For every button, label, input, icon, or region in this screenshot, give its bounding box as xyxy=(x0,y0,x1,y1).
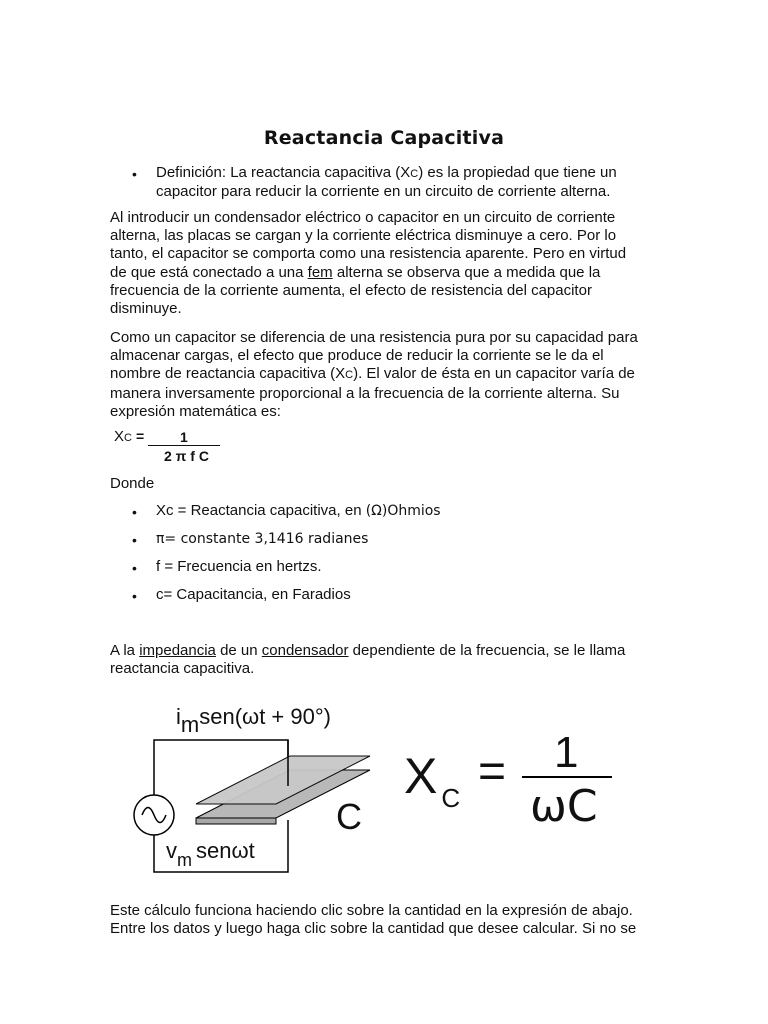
capacitor-diagram xyxy=(120,700,640,880)
bullet-dot: • xyxy=(132,166,137,182)
definition-sub: C xyxy=(410,168,419,180)
fem-link[interactable]: fem xyxy=(307,263,333,281)
def-item-xc-text: Xc = Reactancia capacitiva, en xyxy=(156,502,366,519)
current-sub: m xyxy=(180,712,200,737)
bullet-dot: • xyxy=(132,560,137,576)
p2-line1: Como un capacitor se diferencia de una resistencia pura por su capacidad para xyxy=(110,329,638,346)
p1-line3: tanto, el capacitor se comporta como una resistencia aparente. Pero en virtud xyxy=(110,245,627,263)
p1-line4-post: alterna se observa que a medida que la xyxy=(332,263,601,281)
paragraph-3 xyxy=(110,642,658,678)
capacitor-plate-bottom-edge xyxy=(196,818,276,824)
definition-prefix: Definición: La reactancia capacitiva (X xyxy=(156,164,411,181)
voltage-expr: senωt xyxy=(196,838,255,863)
p3-line2: reactancia capacitiva. xyxy=(110,660,255,678)
formula-eq: = xyxy=(136,428,145,444)
def-item-xc xyxy=(156,502,656,520)
current-i: i xyxy=(176,704,181,729)
page-title: Reactancia Capacitiva xyxy=(263,127,505,149)
bullet-dot: • xyxy=(132,504,137,520)
definition-rest: ) es la propiedad que tiene un xyxy=(418,164,617,181)
big-formula-eq: = xyxy=(478,745,507,798)
bullet-dot: • xyxy=(132,588,137,604)
p3-pre: A la xyxy=(110,642,140,659)
paragraph-2 xyxy=(110,329,658,421)
p4-line2: Entre los datos y luego haga clic sobre la cantidad que desee calcular. Si no se xyxy=(110,920,637,938)
impedancia-link[interactable]: impedancia xyxy=(139,642,216,659)
formula-small xyxy=(114,428,224,468)
definition-text xyxy=(156,164,656,201)
big-lhs-sub: C xyxy=(441,783,461,813)
voltage-label xyxy=(166,838,255,870)
bullet-dot: • xyxy=(132,532,137,548)
formula-lhs-sub: C xyxy=(124,432,132,444)
def-item-c: c= Capacitancia, en Faradios xyxy=(156,586,351,603)
def-item-f: f = Frecuencia en hertzs. xyxy=(156,558,322,575)
formula-numerator: 1 xyxy=(180,429,188,445)
current-expr: sen(ωt + 90°) xyxy=(199,704,331,729)
voltage-sub: m xyxy=(177,850,192,870)
formula-denominator: 2 π f C xyxy=(164,448,209,464)
p2-line3-pre: nombre de reactancia capacitiva (X xyxy=(110,365,346,383)
p1-line1: Al introducir un condensador eléctrico o capacitor en un circuito de corriente xyxy=(110,209,616,226)
definition-line2: capacitor para reducir la corriente en un circuito de corriente alterna. xyxy=(156,183,611,201)
formula-bar xyxy=(148,445,220,446)
p2-line3-sub: C xyxy=(345,369,354,382)
p2-line4: manera inversamente proporcional a la frecuencia de la corriente alterna. Su xyxy=(110,384,620,402)
current-label xyxy=(176,704,331,737)
big-formula-den: ωC xyxy=(530,781,598,832)
big-formula-num: 1 xyxy=(554,728,579,777)
def-item-pi-text: π= constante 3,1416 radianes xyxy=(156,531,369,547)
condensador-link[interactable]: condensador xyxy=(261,642,349,659)
p1-line2: alterna, las placas se cargan y la corriente eléctrica disminuye a cero. Por lo xyxy=(110,227,617,245)
voltage-v: v xyxy=(166,838,177,863)
donde-label: Donde xyxy=(110,475,155,492)
big-formula-lhs xyxy=(404,746,460,814)
formula-lhs-x: X xyxy=(114,428,125,445)
p4-line1: Este cálculo funciona haciendo clic sobre la cantidad en la expresión de abajo. xyxy=(110,902,633,919)
def-item-xc-sym: (Ω)Ohmios xyxy=(365,503,441,519)
p3-mid: de un xyxy=(215,642,262,659)
paragraph-4 xyxy=(110,902,658,938)
p2-line2: almacenar cargas, el efecto que produce de reducir la corriente se le da el xyxy=(110,347,604,365)
p1-line4-pre: de que está conectado a una xyxy=(110,263,308,281)
paragraph-1 xyxy=(110,209,658,318)
p2-line5: expresión matemática es: xyxy=(110,402,281,420)
p3-post: dependiente de la frecuencia, se le llama xyxy=(348,642,626,659)
p2-line3-post: ). El valor de ésta en un capacitor varía de xyxy=(353,365,635,383)
p1-line6: disminuye. xyxy=(110,300,182,318)
p1-line5: frecuencia de la corriente aumenta, el efecto de resistencia del capacitor xyxy=(110,281,592,299)
formula-lhs xyxy=(114,428,132,445)
capacitor-label: C xyxy=(336,796,362,837)
def-item-pi xyxy=(156,530,656,548)
big-formula-bar xyxy=(522,776,612,778)
big-lhs-x: X xyxy=(404,748,438,804)
